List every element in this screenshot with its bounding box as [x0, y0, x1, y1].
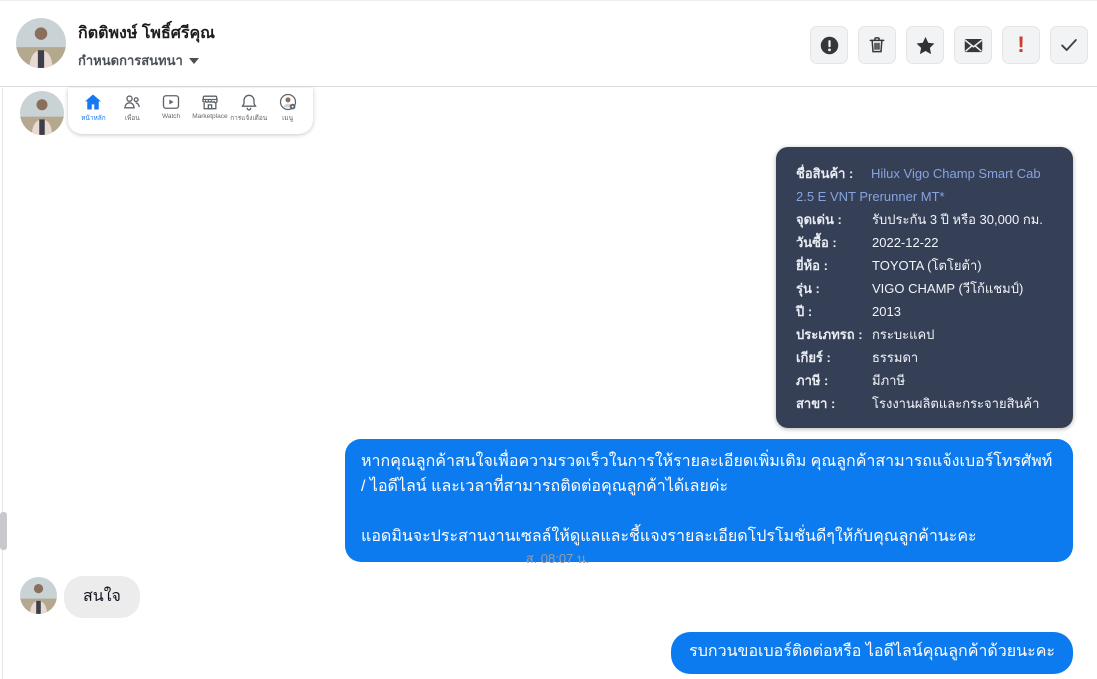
product-label: รุ่น : — [796, 281, 820, 296]
mark-done-button[interactable] — [1050, 26, 1088, 64]
star-icon — [915, 35, 936, 56]
product-row-highlight — [796, 208, 1053, 231]
product-row-vehicle-type — [796, 323, 1053, 346]
watch-icon — [161, 92, 181, 112]
product-label: เกียร์ : — [796, 350, 831, 365]
conversation-subtitle-dropdown[interactable] — [78, 50, 199, 71]
scrollbar-thumb[interactable] — [0, 512, 7, 550]
report-button[interactable] — [810, 26, 848, 64]
incoming-image-message[interactable] — [68, 88, 313, 134]
outgoing-message-bubble[interactable]: รบกวนขอเบอร์ติดต่อหรือ ไอดีไลน์คุณลูกค้าด้วยนะคะ — [671, 632, 1073, 674]
product-name-value: Hilux Vigo Champ Smart Cab 2.5 E VNT Prerunner MT* — [796, 166, 1041, 204]
nav-item-notifications — [229, 92, 268, 123]
star-button[interactable] — [906, 26, 944, 64]
avatar[interactable] — [16, 18, 66, 68]
nav-label: เมนู — [282, 115, 294, 122]
marketplace-icon — [200, 92, 220, 112]
message-list[interactable] — [0, 88, 1097, 679]
incoming-message-bubble[interactable]: สนใจ — [64, 576, 140, 618]
red-exclamation-icon: ! — [1017, 32, 1025, 57]
product-value: 2022-12-22 — [872, 235, 939, 250]
product-label: ยี่ห้อ : — [796, 258, 828, 273]
product-row-name — [796, 162, 1053, 208]
product-value: TOYOTA (โตโยต้า) — [872, 258, 982, 273]
product-row-year — [796, 300, 1053, 323]
timestamp: ส. 08:07 น. — [525, 551, 590, 566]
outgoing-message-bubble[interactable] — [345, 439, 1073, 562]
flag-important-button[interactable] — [1002, 26, 1040, 64]
product-row-brand — [796, 254, 1053, 277]
product-label: สาขา : — [796, 396, 836, 411]
scrollbar-track — [2, 88, 3, 679]
nav-item-friends — [113, 92, 152, 123]
product-value: ธรรมดา — [872, 350, 919, 365]
subtitle-label: กำหนดการสนทนา — [78, 53, 183, 68]
bell-icon — [239, 92, 259, 112]
mark-unread-button[interactable] — [954, 26, 992, 64]
product-label: จุดเด่น : — [796, 212, 842, 227]
product-label: ภาษี : — [796, 373, 829, 388]
avatar-photo — [20, 577, 57, 614]
header-action-bar — [810, 26, 1088, 64]
product-row-gear — [796, 346, 1053, 369]
product-row-branch — [796, 392, 1053, 415]
sender-avatar[interactable] — [20, 577, 57, 614]
product-value: มีภาษี — [872, 373, 906, 388]
product-value: รับประกัน 3 ปี หรือ 30,000 กม. — [872, 212, 1043, 227]
nav-item-marketplace — [190, 92, 229, 120]
envelope-icon — [963, 35, 984, 56]
check-icon — [1058, 34, 1080, 56]
product-label: วันซื้อ : — [796, 235, 837, 250]
trash-icon — [867, 35, 887, 55]
chevron-down-icon — [189, 58, 199, 64]
nav-label: Marketplace — [192, 113, 228, 120]
product-value: กระบะแคป — [872, 327, 935, 342]
product-row-tax — [796, 369, 1053, 392]
product-value: VIGO CHAMP (วีโก้แชมป์) — [872, 281, 1024, 296]
product-label: ชื่อสินค้า : — [796, 166, 854, 181]
home-icon — [83, 92, 103, 112]
avatar-photo — [20, 91, 64, 135]
product-row-model — [796, 277, 1053, 300]
nav-label: หน้าหลัก — [81, 115, 106, 122]
nav-item-menu — [268, 92, 307, 123]
product-value: 2013 — [872, 304, 901, 319]
product-label: ปี : — [796, 304, 813, 319]
product-value: โรงงานผลิตและกระจายสินค้า — [872, 396, 1040, 411]
delete-button[interactable] — [858, 26, 896, 64]
menu-icon — [278, 92, 298, 112]
friends-icon — [122, 92, 142, 112]
exclamation-circle-icon — [819, 35, 840, 56]
conversation-header — [0, 1, 1097, 87]
nav-label: การแจ้งเตือน — [230, 115, 268, 122]
product-row-purchase-date — [796, 231, 1053, 254]
conversation-title: กิตติพงษ์ โพธิ์ศรีคุณ — [78, 25, 216, 42]
avatar-photo — [16, 18, 66, 68]
sender-avatar[interactable] — [20, 91, 64, 135]
nav-item-watch — [152, 92, 191, 120]
message-paragraph: หากคุณลูกค้าสนใจเพื่อความรวดเร็วในการให้รายละเอียดเพิ่มเติม คุณลูกค้าสามารถแจ้งเบอร์โทรศัพท์ / ไอดีไลน์ และเวลาที่สามารถติดต่อคุณลูกค้าได้เลยค่ะ — [361, 453, 1053, 495]
nav-label: เพื่อน — [124, 115, 140, 122]
nav-item-home — [74, 92, 113, 123]
product-label: ประเภทรถ : — [796, 327, 863, 342]
product-info-card[interactable] — [776, 147, 1073, 428]
message-paragraph: แอดมินจะประสานงานเซลล์ให้ดูแลและชี้แจงรายละเอียดโปรโมชั่นดีๆให้กับคุณลูกค้านะคะ — [361, 527, 977, 545]
nav-label: Watch — [161, 113, 181, 120]
